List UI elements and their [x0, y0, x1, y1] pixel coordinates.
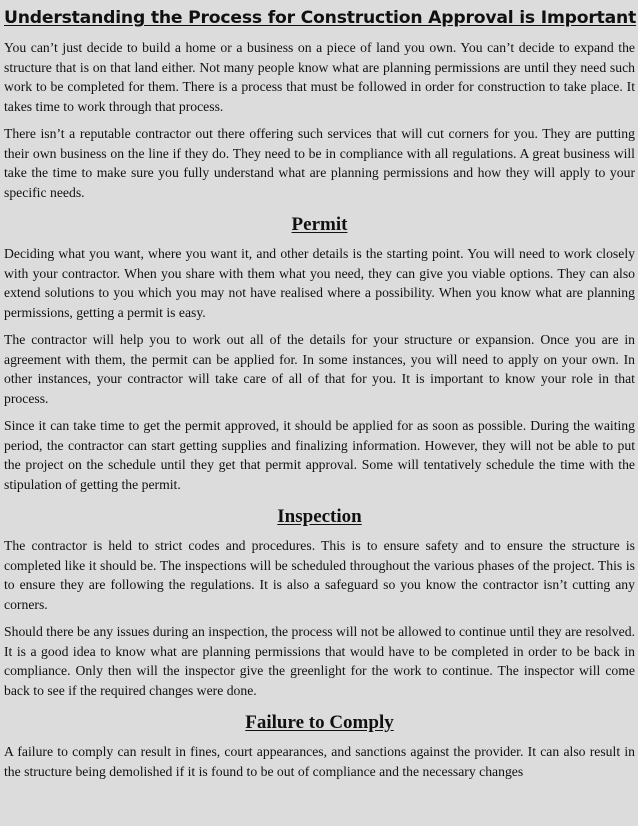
intro-paragraph-2: There isn’t a reputable contractor out there offering such services that will cut corners for you. They are putting their own business on the line if they do. They need to be in compliance with all regulations. A great business will take the time to make sure you fully understand what are planning permissions and how they will apply to your specific needs. [4, 126, 635, 200]
document-title: Understanding the Process for Construction Approval is Important [4, 8, 637, 28]
inspection-paragraph-1: The contractor is held to strict codes and procedures. This is to ensure safety and to ensure the structure is completed like it should be. The inspections will be scheduled throughout the various phases of the project. This is to ensure they are following the regulations. It is also a safeguard so you know the contractor isn’t cutting any corners. [4, 538, 635, 612]
permit-paragraph-3: Since it can take time to get the permit approved, it should be applied for as soon as possible. During the waiting period, the contractor can start getting supplies and finalizing information. However, they will not be able to put the project on the schedule until they get that permit approval. Some will tentatively schedule the time with the stipulation of getting the permit. [4, 418, 635, 492]
section-failure-to-comply [4, 712, 635, 781]
section-heading-permit: Permit [291, 214, 348, 235]
inspection-paragraph-2: Should there be any issues during an inspection, the process will not be allowed to continue until they are resolved. It is a good idea to know what are planning permissions that would have to be completed in order to be back in compliance. Only then will the inspector give the greenlight for the work to continue. The inspector will come back to see if the required changes were done. [4, 624, 635, 698]
section-permit [4, 214, 635, 494]
intro-paragraph-1: You can’t just decide to build a home or a business on a piece of land you own. You can’t decide to expand the structure that is on that land either. Not many people know what are planning permissions are until they need such work to be completed for them. There is a process that must be followed in order for construction to take place. It takes time to work through that process. [4, 40, 635, 114]
permit-paragraph-2: The contractor will help you to work out all of the details for your structure or expansion. Once you are in agreement with them, the permit can be applied for. In some instances, you will need to apply on your own. In other instances, your contractor will take care of all of that for you. It is important to know your role in that process. [4, 332, 635, 406]
section-inspection [4, 506, 635, 700]
failure-paragraph-1: A failure to comply can result in fines, court appearances, and sanctions against the provider. It can also result in the structure being demolished if it is found to be out of compliance and the necessary changes [4, 744, 635, 779]
section-heading-failure-to-comply: Failure to Comply [245, 712, 394, 733]
permit-paragraph-1: Deciding what you want, where you want it, and other details is the starting point. You will need to work closely with your contractor. When you share with them what you need, they can give you viable options. They can also extend solutions to you which you may not have realised where a possibility. When you know what are planning permissions, getting a permit is easy. [4, 246, 635, 320]
section-heading-inspection: Inspection [277, 506, 362, 527]
